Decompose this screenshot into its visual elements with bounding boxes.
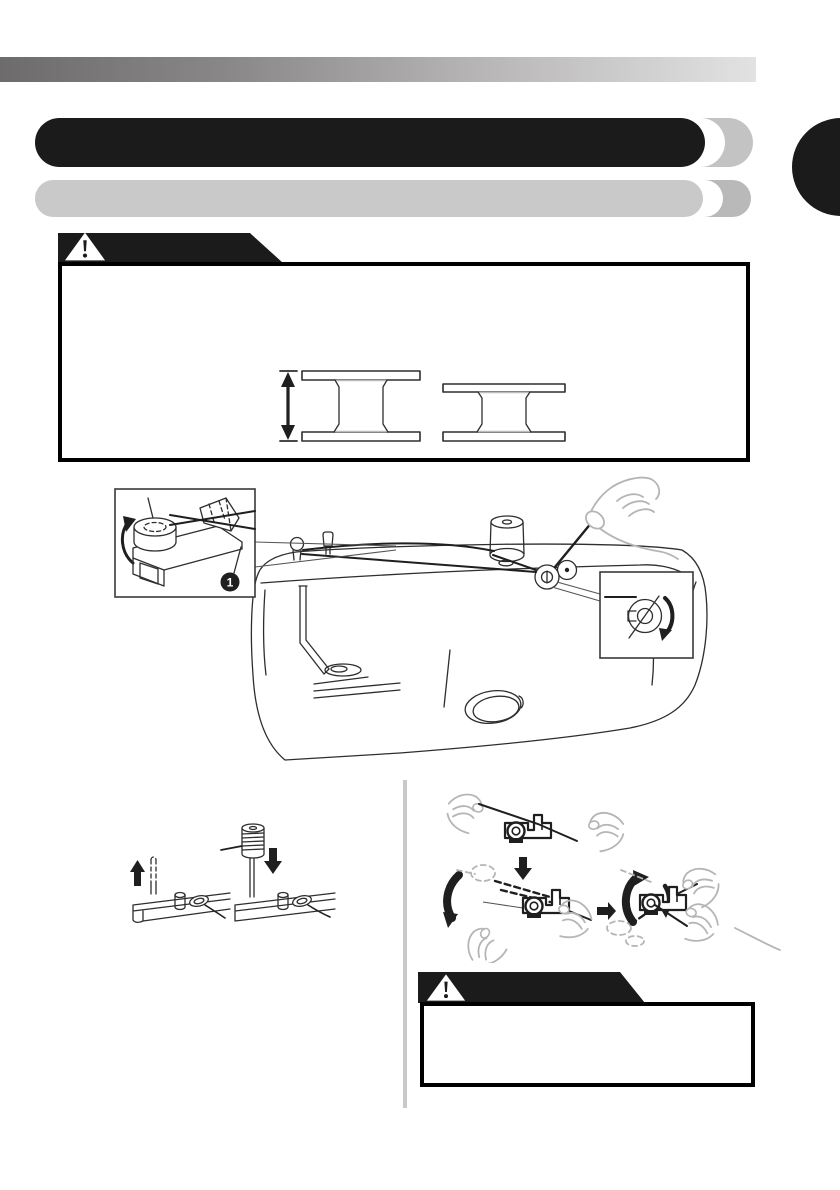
winding-tension-disc-steps-figure [425,778,785,963]
bobbin-size-diagram [275,363,575,448]
tension-disc-bracket [505,815,551,843]
place-spool-step [221,824,335,921]
caution-banner-bottom [418,972,645,1003]
column-divider [403,780,407,1108]
curved-arrow-ccw-icon [447,875,459,918]
threading-step-2 [443,865,594,963]
hand-holding-thread [583,478,678,559]
arrow-up-icon [130,860,145,886]
callout-line [557,582,600,594]
height-measure-arrow [280,371,297,441]
arrow-right-icon [597,902,616,920]
section-subtitle-bar [35,180,703,217]
caution-box-bottom [420,1002,755,1087]
callout-line [552,587,600,601]
inset-winder-stopper [600,572,693,658]
page-top-gradient-rule [0,57,756,82]
bobbin-correct [302,371,420,441]
bobbin-other [443,384,565,441]
thread-spool [490,516,524,566]
caution-banner-top [58,233,283,263]
bobbin-winding-overview-figure [100,470,780,780]
spool-pin-figure [95,790,380,940]
chapter-title-bar [35,118,705,167]
callout-label: 1 [226,575,234,590]
arrow-down-icon [514,857,532,880]
raise-spool-pin-step [130,857,230,922]
inset-bobbin-winder-plate [115,489,255,597]
threading-step-1 [442,789,628,853]
arrow-down-icon [264,848,282,874]
page-edge-tab [792,118,840,216]
threading-step-3 [607,861,780,950]
